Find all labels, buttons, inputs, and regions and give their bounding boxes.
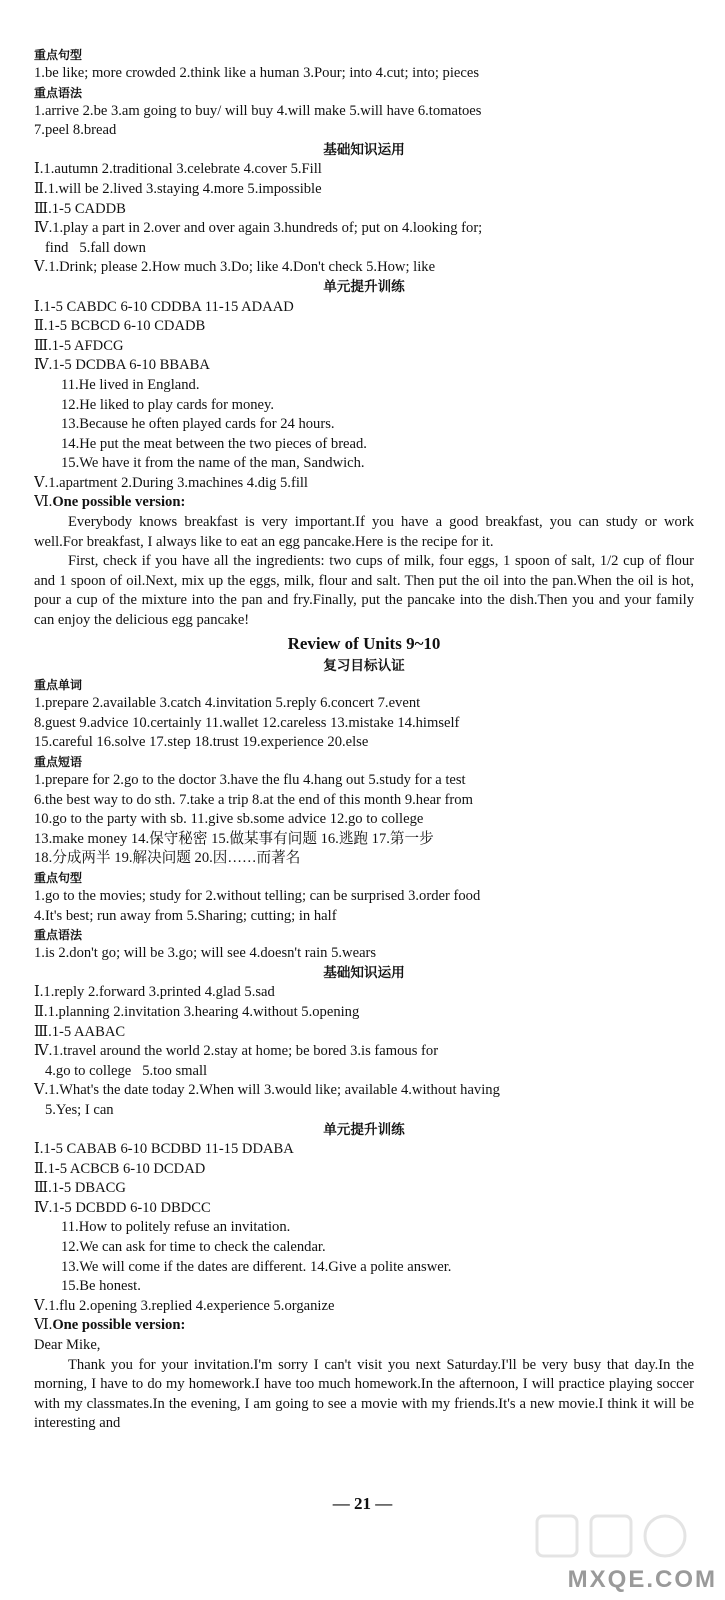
possible-version-label: One possible version: — [52, 494, 186, 511]
letter-greeting: Dear Mike, — [34, 1337, 101, 1354]
review-unit-line: Ⅰ.1-5 CABAB 6-10 BCDBD 11-15 DDABA — [34, 1141, 294, 1158]
review-unit-line: Ⅳ.1-5 DCBDD 6-10 DBDCC — [34, 1199, 211, 1216]
basic-line: Ⅲ.1-5 CADDB — [34, 200, 126, 217]
review-answer-line: 12.We can ask for time to check the calendar. — [61, 1239, 326, 1256]
answer-line: 12.He liked to play cards for money. — [61, 396, 275, 413]
heading-review-unit: 单元提升训练 — [323, 1121, 405, 1138]
heading-unit-training: 单元提升训练 — [323, 278, 405, 295]
heading-review-grammar: 重点语法 — [34, 928, 83, 943]
phrases-line: 10.go to the party with sb. 11.give sb.some advice 12.go to college — [34, 811, 424, 828]
phrases-line: 6.the best way to do sth. 7.take a trip 8.at the end of this month 9.hear from — [34, 791, 473, 808]
unit-line: Ⅰ.1-5 CABDC 6-10 CDDBA 11-15 ADAAD — [34, 298, 294, 315]
key-sentences-line: 1.be like; more crowded 2.think like a human 3.Pour; into 4.cut; into; pieces — [34, 65, 480, 81]
review-basic-line: Ⅲ.1-5 AABAC — [34, 1023, 126, 1040]
heading-review-basic: 基础知识运用 — [323, 964, 405, 981]
review-basic-line: 5.Yes; I can — [34, 1101, 114, 1118]
review-possible-version-label: One possible version: — [52, 1317, 186, 1334]
words-line: 8.guest 9.advice 10.certainly 11.wallet 12.careless 13.mistake 14.himself — [34, 714, 460, 731]
review-sentence-line: 4.It's best; run away from 5.Sharing; cutting; in half — [34, 907, 337, 924]
answer-line: 15.We have it from the name of the man, Sandwich. — [61, 455, 365, 472]
answer-key-page — [34, 46, 694, 1434]
review-subtitle: 复习目标认证 — [323, 657, 405, 674]
part-vi-label: Ⅵ. — [34, 494, 53, 511]
basic-line: Ⅰ.1.autumn 2.traditional 3.celebrate 4.cover 5.Fill — [34, 161, 322, 178]
review-unit-line: Ⅱ.1-5 ACBCB 6-10 DCDAD — [34, 1160, 206, 1177]
review-sentence-line: 1.go to the movies; study for 2.without telling; can be surprised 3.order food — [34, 887, 481, 904]
words-line: 15.careful 16.solve 17.step 18.trust 19.experience 20.else — [34, 734, 369, 751]
review-basic-line: 4.go to college 5.too small — [34, 1062, 208, 1079]
heading-basic-knowledge: 基础知识运用 — [323, 141, 405, 158]
essay-paragraph-1: Everybody knows breakfast is very important.If you have a good breakfast, you can study or work well.For breakfast, I always like to eat an egg pancake.Here is the recipe for it. — [34, 514, 694, 550]
part-v-line: Ⅴ.1.apartment 2.During 3.machines 4.dig 5.fill — [34, 474, 308, 491]
review-unit-line: Ⅲ.1-5 DBACG — [34, 1180, 126, 1197]
answer-line: 13.Because he often played cards for 24 hours. — [61, 416, 335, 433]
unit-line: Ⅲ.1-5 AFDCG — [34, 337, 124, 354]
review-answer-line: 15.Be honest. — [61, 1278, 141, 1295]
answer-line: 11.He lived in England. — [61, 376, 200, 393]
unit-line: Ⅳ.1-5 DCDBA 6-10 BBABA — [34, 357, 210, 374]
phrases-line: 13.make money 14.保守秘密 15.做某事有问题 16.逃跑 17.第一步 — [34, 830, 434, 847]
basic-line: find 5.fall down — [34, 239, 146, 256]
phrases-line: 1.prepare for 2.go to the doctor 3.have the flu 4.hang out 5.study for a test — [34, 772, 466, 788]
words-line: 1.prepare 2.available 3.catch 4.invitation 5.reply 6.concert 7.event — [34, 695, 421, 712]
watermark-url: MXQE.COM — [567, 1566, 717, 1593]
review-answer-line: 13.We will come if the dates are different. 14.Give a polite answer. — [61, 1258, 452, 1275]
heading-review-sentences: 重点句型 — [34, 870, 83, 885]
unit-line: Ⅱ.1-5 BCBCD 6-10 CDADB — [34, 318, 206, 335]
review-title: Review of Units 9~10 — [287, 633, 441, 653]
basic-line: Ⅴ.1.Drink; please 2.How much 3.Do; like 4.Don't check 5.How; like — [34, 259, 436, 276]
grammar-line-2: 7.peel 8.bread — [34, 122, 117, 139]
heading-key-grammar: 重点语法 — [34, 85, 83, 100]
review-basic-line: Ⅰ.1.reply 2.forward 3.printed 4.glad 5.sad — [34, 984, 275, 1001]
review-grammar-line: 1.is 2.don't go; will be 3.go; will see 4.doesn't rain 5.wears — [34, 945, 377, 962]
basic-line: Ⅱ.1.will be 2.lived 3.staying 4.more 5.impossible — [34, 180, 322, 197]
review-basic-line: Ⅴ.1.What's the date today 2.When will 3.would like; available 4.without having — [34, 1082, 500, 1099]
part-vi-heading — [34, 493, 694, 513]
essay-paragraph-2: First, check if you have all the ingredients: two cups of milk, four eggs, 1 spoon of salt, 1/2 cup of flour and 1 spoon of oil.Next, mix up the eggs, milk, flour and salt. Then put the oil into the pan.When the oil is hot, pour a cup of the mixture into the pan and fry.Finally, put the pancake into the dish.Then you and your family can enjoy the delicious egg pancake! — [34, 553, 694, 629]
phrases-line: 18.分成两半 19.解决问题 20.因……而著名 — [34, 850, 301, 867]
heading-key-phrases: 重点短语 — [34, 755, 83, 769]
basic-line: Ⅳ.1.play a part in 2.over and over again 3.hundreds of; put on 4.looking for; — [34, 220, 483, 237]
review-part-v-line: Ⅴ.1.flu 2.opening 3.replied 4.experience 5.organize — [34, 1297, 335, 1314]
review-basic-line: Ⅱ.1.planning 2.invitation 3.hearing 4.without 5.opening — [34, 1003, 360, 1020]
review-part-vi-label: Ⅵ. — [34, 1317, 53, 1334]
grammar-line-1: 1.arrive 2.be 3.am going to buy/ will buy 4.will make 5.will have 6.tomatoes — [34, 102, 482, 119]
heading-key-words: 重点单词 — [34, 678, 83, 693]
answer-line: 14.He put the meat between the two pieces of bread. — [61, 435, 367, 452]
review-answer-line: 11.How to politely refuse an invitation. — [61, 1219, 291, 1236]
review-basic-line: Ⅳ.1.travel around the world 2.stay at home; be bored 3.is famous for — [34, 1043, 439, 1060]
heading-key-sentences: 重点句型 — [34, 48, 83, 62]
page-number: — 21 — — [332, 1494, 393, 1513]
review-part-vi-heading — [34, 1316, 694, 1336]
letter-paragraph-1: Thank you for your invitation.I'm sorry I can't visit you next Saturday.I'll be very busy that day.In the morning, I have to do my homework.I have too much homework.In the afternoon, I will practice playing soccer with my classmates.In the evening, I am going to see a movie with my friends.It's a new movie.I think it will be interesting and — [34, 1356, 694, 1432]
